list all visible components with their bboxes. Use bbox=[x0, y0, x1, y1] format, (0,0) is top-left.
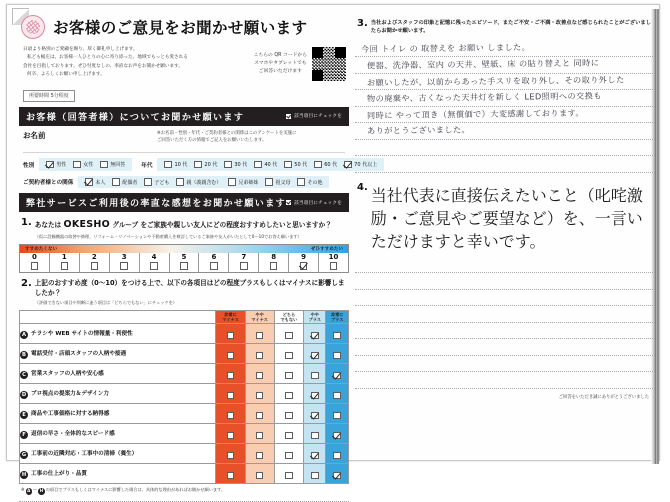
gender-label: 性別 bbox=[23, 162, 35, 169]
matrix-row bbox=[20, 404, 349, 424]
checkbox-icon[interactable] bbox=[311, 452, 319, 460]
paper-sheet bbox=[6, 4, 660, 494]
nps-gradient-bar bbox=[20, 245, 348, 253]
matrix-row bbox=[20, 384, 349, 404]
matrix-footnote-letter-a: A bbox=[27, 488, 31, 494]
relation-option-label: 本人 bbox=[95, 179, 106, 186]
matrix-header-row bbox=[20, 311, 349, 324]
matrix-footnote-post: の項目でプラスもしくはマイナスに影響した場合は、具体的な理由があればお聞かせ願います。 bbox=[45, 487, 226, 493]
answer-line[interactable] bbox=[355, 156, 655, 173]
matrix-cell[interactable] bbox=[245, 344, 274, 364]
left-column bbox=[19, 13, 378, 502]
name-label: お名前 bbox=[23, 130, 46, 140]
gender-option-label: 無回答 bbox=[110, 162, 126, 169]
checkbox-icon[interactable] bbox=[256, 332, 264, 340]
checkbox-icon[interactable] bbox=[85, 178, 93, 186]
checkbox-icon[interactable] bbox=[100, 161, 108, 169]
thanks-note: ご回答をいただき誠にありがとうございました bbox=[558, 394, 649, 400]
matrix-row bbox=[20, 364, 349, 384]
brand-name: OKESHO bbox=[63, 219, 111, 231]
gender-option-label: 男性 bbox=[56, 162, 67, 169]
checkbox-icon[interactable] bbox=[311, 352, 319, 360]
checkbox-icon[interactable] bbox=[228, 178, 236, 186]
nps-option-value: 9 bbox=[301, 253, 307, 262]
checkbox-icon[interactable] bbox=[227, 332, 235, 340]
answer-line[interactable] bbox=[355, 273, 655, 290]
checkbox-icon[interactable] bbox=[285, 352, 293, 360]
nps-option[interactable] bbox=[20, 253, 49, 272]
name-note-line-0: ※お名前・性別・年代・ご契約者様との関係はこのアンケートを実施に bbox=[157, 130, 297, 136]
gender-option[interactable] bbox=[73, 161, 93, 169]
matrix-cell[interactable] bbox=[326, 424, 349, 444]
nps-option[interactable] bbox=[169, 253, 199, 272]
matrix-cell[interactable] bbox=[304, 424, 326, 444]
matrix-row-label bbox=[20, 424, 216, 444]
matrix-cell[interactable] bbox=[274, 424, 304, 444]
matrix-cell[interactable] bbox=[216, 344, 245, 364]
age-label: 年代 bbox=[141, 162, 153, 169]
relation-option-label: 配偶者 bbox=[122, 179, 138, 186]
nps-option-value: 6 bbox=[211, 253, 217, 262]
matrix-cell[interactable] bbox=[216, 444, 245, 464]
question-4-answer-area[interactable] bbox=[355, 257, 655, 389]
checkbox-icon[interactable] bbox=[333, 412, 341, 420]
gender-option[interactable] bbox=[100, 161, 125, 169]
checkbox-icon[interactable] bbox=[254, 161, 262, 169]
row-letter-badge: E bbox=[20, 411, 28, 419]
question-1-text-a: あなたは bbox=[34, 221, 64, 230]
qr-code-icon[interactable] bbox=[311, 46, 347, 82]
question-2-text-main: 上記のおすすめ度（0～10）をつける上で、以下の各項目はどの程度プラスもしくはマイナスに影響しましたか？ bbox=[34, 278, 345, 297]
checkbox-icon[interactable] bbox=[300, 262, 308, 270]
checkbox-icon[interactable] bbox=[311, 392, 319, 400]
checkbox-icon[interactable] bbox=[194, 161, 202, 169]
checkbox-icon[interactable] bbox=[144, 178, 152, 186]
checkbox-icon[interactable] bbox=[227, 352, 235, 360]
checkbox-icon[interactable] bbox=[344, 161, 352, 169]
matrix-row-label bbox=[20, 404, 216, 424]
relation-option[interactable] bbox=[112, 178, 137, 186]
matrix-column-header: やや マイナス bbox=[245, 311, 274, 324]
matrix-cell[interactable] bbox=[274, 364, 304, 384]
question-1-text bbox=[35, 218, 332, 240]
matrix-footnote bbox=[19, 487, 349, 495]
right-column bbox=[355, 13, 655, 400]
qr-caption-line-1: スマホやタブレットでも bbox=[254, 60, 307, 66]
checkbox-icon[interactable] bbox=[240, 262, 248, 270]
checkbox-icon[interactable] bbox=[284, 161, 292, 169]
binding-spine-edge bbox=[657, 9, 659, 464]
matrix-cell[interactable] bbox=[304, 344, 326, 364]
checkbox-icon[interactable] bbox=[176, 178, 184, 186]
question-4-number: 4. bbox=[357, 181, 368, 193]
nps-option[interactable] bbox=[228, 253, 258, 272]
qr-caption-line-0: こちらの QR コードから bbox=[253, 52, 307, 58]
checkbox-icon[interactable] bbox=[46, 161, 54, 169]
question-1 bbox=[19, 218, 349, 240]
answer-line[interactable] bbox=[355, 323, 655, 340]
nps-option-value: 7 bbox=[241, 253, 247, 262]
checkbox-icon[interactable] bbox=[256, 432, 264, 440]
answer-line[interactable] bbox=[355, 290, 655, 307]
age-option[interactable] bbox=[284, 161, 307, 169]
age-option-label: 40 代 bbox=[264, 162, 278, 169]
checkbox-icon[interactable] bbox=[285, 392, 293, 400]
matrix-row-label-text: 商品や工事価格に対する納得感 bbox=[31, 410, 110, 417]
checkbox-icon[interactable] bbox=[333, 452, 341, 460]
intro-line-1: 私ども桶庄は、お客様一人ひとりの心に寄り添った、地域でもっとも愛される bbox=[27, 55, 188, 61]
row-letter-badge: C bbox=[20, 371, 28, 379]
matrix-corner-cell bbox=[20, 311, 216, 324]
checkbox-icon[interactable] bbox=[227, 472, 235, 480]
nps-option-value: 4 bbox=[151, 253, 157, 262]
intro-line-3: 何卒、よろしくお願い申し上げます。 bbox=[27, 72, 105, 78]
age-option-label: 70 代以上 bbox=[354, 162, 378, 169]
checkbox-icon[interactable] bbox=[311, 412, 319, 420]
matrix-cell[interactable] bbox=[245, 444, 274, 464]
checkbox-icon[interactable] bbox=[180, 262, 188, 270]
matrix-row-label-text: 営業スタッフの人柄や安心感 bbox=[31, 370, 104, 377]
checkbox-icon[interactable] bbox=[256, 392, 264, 400]
relation-option[interactable] bbox=[85, 178, 105, 186]
name-note-line-1: ご回答いただく方の情報でご記入をお願いいたします。 bbox=[157, 137, 267, 143]
form-header bbox=[19, 13, 349, 42]
matrix-cell[interactable] bbox=[216, 424, 245, 444]
nps-option-value: 1 bbox=[61, 253, 67, 262]
page-title: お客様のご意見をお聞かせ願います bbox=[53, 19, 308, 37]
checkbox-icon[interactable] bbox=[120, 262, 128, 270]
nps-option[interactable] bbox=[258, 253, 288, 272]
service-check-note-label: 該当項目にチェックを bbox=[294, 200, 342, 206]
checkbox-icon[interactable] bbox=[227, 432, 235, 440]
matrix-cell[interactable] bbox=[274, 344, 304, 364]
matrix-row-label bbox=[20, 444, 216, 464]
matrix-row-label-text: 工事前の近隣対応・工事中の清掃（養生） bbox=[31, 450, 138, 457]
matrix-cell[interactable] bbox=[304, 384, 326, 404]
matrix-body bbox=[20, 324, 349, 484]
matrix-row-label-text: プロ視点の提案力＆デザイン力 bbox=[31, 390, 109, 397]
answer-line[interactable] bbox=[355, 339, 655, 356]
rating-matrix bbox=[19, 310, 349, 484]
matrix-cell[interactable] bbox=[245, 364, 274, 384]
checkbox-icon[interactable] bbox=[91, 262, 99, 270]
service-section-bar bbox=[19, 193, 349, 212]
age-option-label: 10 代 bbox=[174, 162, 188, 169]
row-letter-badge: H bbox=[21, 471, 27, 478]
question-2-text bbox=[35, 279, 349, 306]
relation-option-label: 祖父母 bbox=[275, 179, 291, 186]
checkbox-icon[interactable] bbox=[285, 472, 293, 480]
checkbox-icon[interactable] bbox=[256, 452, 264, 460]
question-2-sub: （評価できない項目や判断に迷う項目は「どちらでもない」にチェックを） bbox=[34, 299, 177, 305]
checkbox-icon[interactable] bbox=[265, 178, 273, 186]
checkbox-icon[interactable] bbox=[285, 452, 293, 460]
checkbox-icon[interactable] bbox=[256, 372, 264, 380]
row-letter-badge: A bbox=[21, 331, 26, 338]
nps-low-label: すすめたくない bbox=[25, 247, 58, 253]
age-option-label: 50 代 bbox=[294, 162, 308, 169]
matrix-cell[interactable] bbox=[216, 404, 245, 424]
relation-option[interactable] bbox=[228, 178, 258, 186]
nps-option[interactable] bbox=[109, 253, 139, 272]
matrix-cell[interactable] bbox=[274, 404, 304, 424]
nps-option[interactable] bbox=[318, 253, 348, 272]
answer-line[interactable] bbox=[355, 306, 655, 323]
gender-options bbox=[39, 158, 132, 171]
nps-option[interactable] bbox=[49, 253, 79, 272]
matrix-cell[interactable] bbox=[245, 384, 274, 404]
matrix-cell[interactable] bbox=[304, 404, 326, 424]
checkbox-icon[interactable] bbox=[311, 432, 319, 440]
qr-caption bbox=[254, 52, 307, 76]
gender-row bbox=[21, 158, 378, 171]
relation-option-label: 兄弟姉妹 bbox=[238, 179, 259, 186]
matrix-cell[interactable] bbox=[326, 404, 349, 424]
matrix-cell[interactable] bbox=[326, 344, 349, 364]
nps-option[interactable] bbox=[139, 253, 169, 272]
checkbox-icon[interactable] bbox=[227, 372, 235, 380]
nps-option-value: 10 bbox=[328, 253, 339, 262]
checkbox-icon[interactable] bbox=[285, 432, 293, 440]
checkbox-icon[interactable] bbox=[224, 161, 232, 169]
handwritten-text: 今回 トイレ の 取替えを お願い しました。 bbox=[360, 41, 531, 54]
checkbox-icon[interactable] bbox=[285, 332, 293, 340]
checkbox-icon[interactable] bbox=[311, 472, 319, 480]
matrix-cell[interactable] bbox=[216, 384, 245, 404]
nps-option[interactable] bbox=[79, 253, 109, 272]
question-1-sub: （仮に設備機器の取替や修理、リフォーム・リノベーションや不動産購入を検討しているご家族や友人がいたとして0～10でお答え願います） bbox=[34, 233, 302, 239]
answer-line[interactable] bbox=[355, 57, 655, 74]
question-4-text: 当社代表に直接伝えたいこと（叱咤激励・ご意見やご要望など）を、一言いただけますと幸いです。 bbox=[370, 185, 643, 251]
time-estimate-note: 所要時間 5分程度 bbox=[23, 90, 75, 102]
matrix-column-header: やや プラス bbox=[304, 311, 326, 324]
checkbox-icon[interactable] bbox=[285, 372, 293, 380]
matrix-cell[interactable] bbox=[274, 444, 304, 464]
gender-option[interactable] bbox=[46, 161, 66, 169]
question-2 bbox=[19, 279, 349, 306]
question-2-number: 2. bbox=[21, 277, 32, 289]
matrix-column-header: 非常に マイナス bbox=[216, 311, 245, 324]
checkbox-icon[interactable] bbox=[112, 178, 120, 186]
service-check-note bbox=[286, 200, 342, 206]
matrix-footnote-mid: ～ bbox=[33, 487, 38, 493]
respondent-check-note-label: 該当項目にチェックを bbox=[294, 114, 342, 119]
nps-option[interactable] bbox=[288, 253, 318, 272]
matrix-cell[interactable] bbox=[304, 364, 326, 384]
answer-line[interactable] bbox=[355, 356, 655, 373]
handwritten-text: 同時に やって頂き（無償価で）大変感謝しております。 bbox=[366, 107, 585, 121]
checkbox-icon[interactable] bbox=[333, 392, 341, 400]
answer-line[interactable] bbox=[355, 74, 655, 91]
answer-line[interactable] bbox=[355, 123, 655, 140]
handwritten-text: ありがとうございました。 bbox=[366, 124, 471, 137]
checkbox-icon[interactable] bbox=[311, 332, 319, 340]
checkbox-icon[interactable] bbox=[256, 352, 264, 360]
qr-block bbox=[254, 46, 349, 82]
age-option[interactable] bbox=[194, 161, 217, 169]
age-option[interactable] bbox=[254, 161, 277, 169]
age-option-label: 60 代 bbox=[324, 162, 338, 169]
intro-line-0: 日頃より格別のご愛顧を賜り、厚く御礼申し上げます。 bbox=[23, 47, 138, 52]
matrix-row-label bbox=[20, 344, 216, 364]
name-input-rule[interactable] bbox=[23, 152, 345, 153]
nps-option-value: 2 bbox=[91, 253, 97, 262]
respondent-section-title: お客様（回答者様）についてお聞かせ願います bbox=[26, 112, 245, 123]
matrix-cell[interactable] bbox=[245, 424, 274, 444]
age-options bbox=[157, 158, 384, 171]
gender-option-label: 女性 bbox=[83, 162, 94, 169]
answer-line[interactable] bbox=[355, 107, 655, 124]
checkbox-icon[interactable] bbox=[333, 372, 341, 380]
cherry-blossom-seal-icon bbox=[21, 15, 45, 39]
intro-line-2: 会社を目指しております。ぜひ忖度なしの、率直なお声をお聞かせ願います。 bbox=[23, 63, 183, 69]
intro-text bbox=[19, 46, 228, 80]
row-letter-badge: D bbox=[21, 391, 27, 398]
intro-row bbox=[19, 46, 349, 82]
nps-option-value: 8 bbox=[271, 253, 277, 262]
matrix-row-label-text: 電話受付・店頭スタッフの人柄や接遇 bbox=[31, 350, 127, 357]
name-note bbox=[157, 130, 347, 145]
matrix-column-header: どちら でもない bbox=[274, 311, 304, 324]
matrix-cell[interactable] bbox=[274, 324, 304, 344]
matrix-row-label-text: 返信の早さ・全体的なスピード感 bbox=[31, 430, 115, 437]
matrix-cell[interactable] bbox=[216, 324, 245, 344]
age-option[interactable] bbox=[164, 161, 187, 169]
relation-option-label: 子ども bbox=[154, 179, 170, 186]
matrix-cell[interactable] bbox=[304, 324, 326, 344]
row-letter-badge: G bbox=[21, 451, 27, 458]
matrix-row-label bbox=[20, 384, 216, 404]
matrix-row bbox=[20, 424, 349, 444]
matrix-cell[interactable] bbox=[245, 404, 274, 424]
matrix-row-label bbox=[20, 364, 216, 384]
nps-scale bbox=[19, 244, 349, 273]
checkbox-icon[interactable] bbox=[333, 432, 341, 440]
matrix-footnote-pre: ※ bbox=[21, 487, 25, 493]
checkbox-icon[interactable] bbox=[311, 372, 319, 380]
relation-option[interactable] bbox=[297, 178, 322, 186]
question-1-number: 1. bbox=[21, 217, 32, 229]
relation-option-label: その他 bbox=[307, 179, 323, 186]
checkbox-icon[interactable] bbox=[210, 262, 218, 270]
checkbox-icon[interactable] bbox=[164, 161, 172, 169]
nps-high-label: ぜひすすめたい bbox=[310, 247, 343, 253]
relation-options bbox=[78, 176, 329, 189]
matrix-cell[interactable] bbox=[326, 384, 349, 404]
relation-row bbox=[21, 176, 347, 189]
row-letter-badge: F bbox=[20, 431, 28, 439]
checkbox-icon[interactable] bbox=[256, 412, 264, 420]
checkbox-icon[interactable] bbox=[297, 178, 305, 186]
question-3 bbox=[355, 19, 655, 36]
matrix-cell[interactable] bbox=[326, 324, 349, 344]
checkbox-icon[interactable] bbox=[256, 472, 264, 480]
checkbox-icon[interactable] bbox=[227, 392, 235, 400]
age-option[interactable] bbox=[314, 161, 337, 169]
matrix-row-label bbox=[20, 324, 216, 344]
matrix-footnote-letter-h: H bbox=[39, 488, 44, 494]
service-section-title: 弊社サービスご利用後の率直な感想をお聞かせ願います bbox=[26, 199, 287, 210]
answer-line[interactable] bbox=[355, 257, 655, 274]
relation-option-label: 親（義親含む） bbox=[186, 179, 222, 186]
matrix-cell[interactable] bbox=[274, 384, 304, 404]
matrix-row bbox=[20, 444, 349, 464]
nps-cells bbox=[20, 253, 348, 272]
matrix-row bbox=[20, 324, 349, 344]
age-option-label: 20 代 bbox=[204, 162, 218, 169]
matrix-row bbox=[20, 344, 349, 364]
checkbox-icon[interactable] bbox=[31, 262, 39, 270]
matrix-row-label-text: 工事の仕上がり・品質 bbox=[31, 470, 87, 477]
answer-line[interactable] bbox=[355, 41, 655, 58]
respondent-fields bbox=[19, 126, 378, 189]
handwritten-text: 物の廃棄や、古くなった天井灯を新しく LED照明への交換も bbox=[366, 91, 602, 104]
checkbox-icon bbox=[286, 200, 291, 205]
relation-label: ご契約者様との関係 bbox=[23, 180, 74, 187]
checkbox-icon[interactable] bbox=[333, 332, 341, 340]
age-option[interactable] bbox=[224, 161, 247, 169]
matrix-column-header: 非常に プラス bbox=[326, 311, 349, 324]
respondent-section-bar bbox=[19, 107, 349, 126]
name-row bbox=[21, 130, 347, 145]
age-option-label: 30 代 bbox=[234, 162, 248, 169]
question-3-text: 当社およびスタッフの印象と記憶に残ったエピソード、またご不安・ご不満・改善点など感じられたことがございましたらお聞かせ願います。 bbox=[370, 20, 652, 35]
matrix-cell[interactable] bbox=[304, 444, 326, 464]
checkbox-icon[interactable] bbox=[73, 161, 81, 169]
nps-option-value: 0 bbox=[32, 253, 37, 262]
qr-caption-line-2: ご回答いただけます bbox=[258, 69, 302, 75]
checkbox-icon[interactable] bbox=[285, 412, 293, 420]
matrix-cell[interactable] bbox=[216, 364, 245, 384]
relation-option[interactable] bbox=[144, 178, 169, 186]
relation-option[interactable] bbox=[176, 178, 221, 186]
row-letter-badge: B bbox=[20, 351, 28, 359]
question-3-answer-area[interactable] bbox=[355, 41, 655, 173]
checkbox-icon[interactable] bbox=[150, 262, 158, 270]
question-4 bbox=[355, 183, 655, 252]
nps-option[interactable] bbox=[198, 253, 228, 272]
nps-option-value: 5 bbox=[181, 253, 187, 262]
handwritten-text: 便器、洗浄器、室内 の天井、壁紙、床 の貼り替えと 同時に bbox=[366, 58, 600, 71]
nps-option-value: 3 bbox=[121, 253, 127, 262]
relation-option[interactable] bbox=[265, 178, 290, 186]
answer-line[interactable] bbox=[355, 140, 655, 157]
checkbox-icon[interactable] bbox=[333, 352, 341, 360]
checkbox-icon[interactable] bbox=[314, 161, 322, 169]
answer-line[interactable] bbox=[355, 90, 655, 107]
matrix-cell[interactable] bbox=[326, 364, 349, 384]
respondent-check-note bbox=[286, 113, 342, 119]
matrix-cell[interactable] bbox=[245, 324, 274, 344]
checkbox-icon[interactable] bbox=[333, 472, 341, 480]
question-1-text-b: グループ をご家族や親しい友人にどの程度おすすめしたいと思いますか？ bbox=[110, 221, 332, 230]
matrix-row-label-text: チラシや WEB サイトの情報量・利便性 bbox=[31, 330, 133, 337]
checkbox-icon[interactable] bbox=[227, 412, 235, 420]
answer-line[interactable] bbox=[355, 372, 655, 389]
checkbox-icon bbox=[286, 114, 291, 119]
checkbox-icon[interactable] bbox=[227, 452, 235, 460]
checkbox-icon[interactable] bbox=[330, 262, 338, 270]
matrix-cell[interactable] bbox=[326, 444, 349, 464]
checkbox-icon[interactable] bbox=[61, 262, 69, 270]
question-3-number: 3. bbox=[357, 18, 368, 29]
checkbox-icon[interactable] bbox=[270, 262, 278, 270]
handwritten-text: お願いしたが、以前からあった手スリを取り外し、その取り外した bbox=[366, 74, 625, 88]
